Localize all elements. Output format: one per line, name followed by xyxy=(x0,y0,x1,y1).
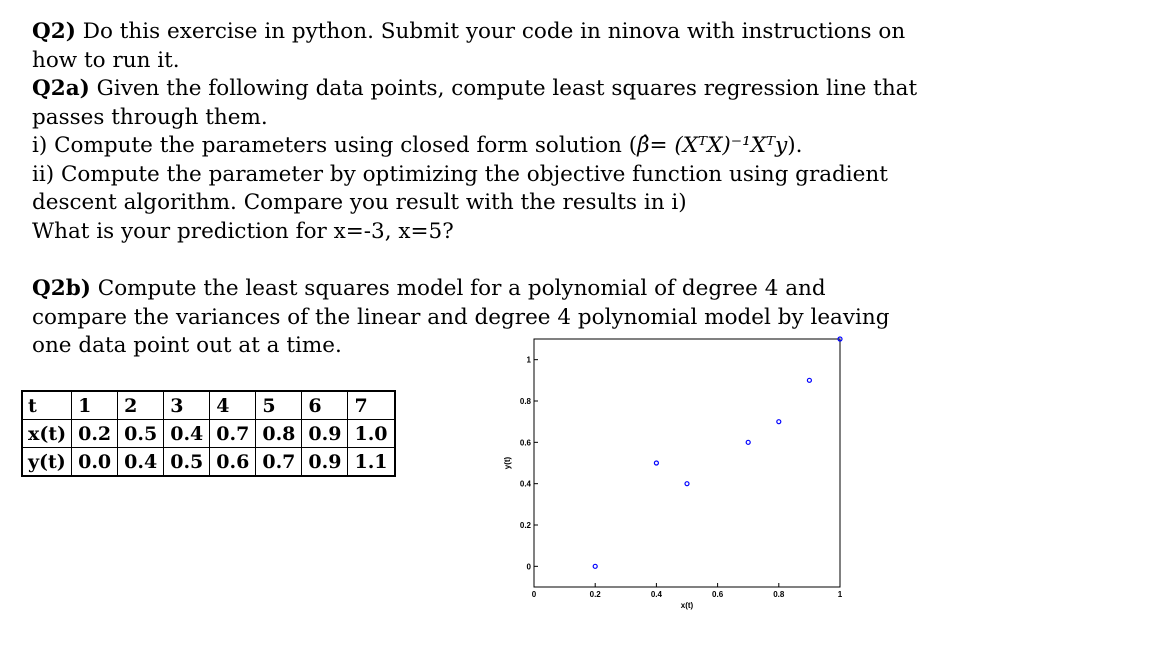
table-cell: 1.1 xyxy=(348,448,395,477)
q2-line2: how to run it. xyxy=(32,47,180,73)
q2b-line3: one data point out at a time. xyxy=(32,333,342,358)
q2a-line1: Q2a) Given the following data points, compute least squares regression line that xyxy=(32,76,918,101)
exercise-text xyxy=(32,18,918,361)
table-cell: 0.9 xyxy=(302,448,348,477)
table-row-y xyxy=(22,448,395,477)
y-axis-label: y(t) xyxy=(503,456,512,470)
x-axis-label: x(t) xyxy=(680,601,694,610)
data-point xyxy=(593,564,597,568)
table-row-header: x(t) xyxy=(22,420,72,448)
q2b-label: Q2b) xyxy=(32,276,91,301)
table-cell: 6 xyxy=(302,391,348,420)
x-tick-label: 0.6 xyxy=(712,590,724,599)
y-tick-label: 0.2 xyxy=(519,521,531,530)
x-tick-label: 0 xyxy=(531,590,537,599)
x-tick-label: 0.8 xyxy=(773,590,785,599)
table-cell: 0.4 xyxy=(118,448,164,477)
table-row-x xyxy=(22,420,395,448)
table-cell: 0.0 xyxy=(72,448,118,477)
y-tick-label: 0.4 xyxy=(519,479,531,489)
table-cell: 0.7 xyxy=(256,448,302,477)
data-point xyxy=(746,440,750,444)
table-cell: 0.2 xyxy=(72,420,118,448)
table-cell: 0.8 xyxy=(256,420,302,448)
y-tick-label: 0.6 xyxy=(519,438,531,448)
closed-form-formula: β̂= (XᵀX)⁻¹Xᵀy xyxy=(637,133,788,158)
table-cell: 0.5 xyxy=(164,448,210,477)
data-point xyxy=(777,420,781,424)
table-cell: 7 xyxy=(348,391,395,420)
q2a-item-i: i) Compute the parameters using closed form solution (β̂= (XᵀX)⁻¹Xᵀy). xyxy=(32,133,803,158)
x-tick-label: 0.2 xyxy=(589,590,601,599)
scatter-plot xyxy=(496,334,856,614)
table-cell: 0.4 xyxy=(164,420,210,448)
table-cell: 4 xyxy=(210,391,256,420)
table-cell: 5 xyxy=(256,391,302,420)
q2a-label: Q2a) xyxy=(32,76,90,101)
data-table xyxy=(21,390,396,477)
data-point xyxy=(654,461,658,465)
table-row-header: y(t) xyxy=(22,448,72,477)
q2a-item-ii-line1: ii) Compute the parameter by optimizing the objective function using gradient xyxy=(32,161,888,187)
table-cell: 0.6 xyxy=(210,448,256,477)
q2b-line1: Q2b) Compute the least squares model for a polynomial of degree 4 and xyxy=(32,276,826,301)
spacer xyxy=(32,246,872,275)
table-cell: 2 xyxy=(118,391,164,420)
y-tick-label: 0.8 xyxy=(519,397,531,406)
table-cell: 1 xyxy=(72,391,118,420)
q2-label: Q2) xyxy=(32,19,76,44)
table-cell: 0.9 xyxy=(302,420,348,448)
y-tick-label: 1 xyxy=(526,355,531,365)
data-point xyxy=(685,482,689,486)
q2a-line2: passes through them. xyxy=(32,104,268,130)
x-tick-label: 0.4 xyxy=(650,590,662,599)
table-cell: 0.7 xyxy=(210,420,256,448)
table-cell: 0.5 xyxy=(118,420,164,448)
table-cell: 3 xyxy=(164,391,210,420)
table-row-header: t xyxy=(22,391,72,420)
table-cell: 1.0 xyxy=(348,420,395,448)
plot-frame xyxy=(534,339,840,587)
table-row-t xyxy=(22,391,395,420)
q2a-prediction: What is your prediction for x=-3, x=5? xyxy=(32,218,454,244)
q2a-item-ii-line2: descent algorithm. Compare you result with the results in i) xyxy=(32,190,687,215)
q2b-line2: compare the variances of the linear and degree 4 polynomial model by leaving xyxy=(32,304,890,330)
q2-line1: Q2) Do this exercise in python. Submit your code in ninova with instructions on xyxy=(32,19,906,44)
y-tick-label: 0 xyxy=(526,562,531,572)
x-tick-label: 1 xyxy=(837,590,843,599)
data-point xyxy=(807,378,811,382)
